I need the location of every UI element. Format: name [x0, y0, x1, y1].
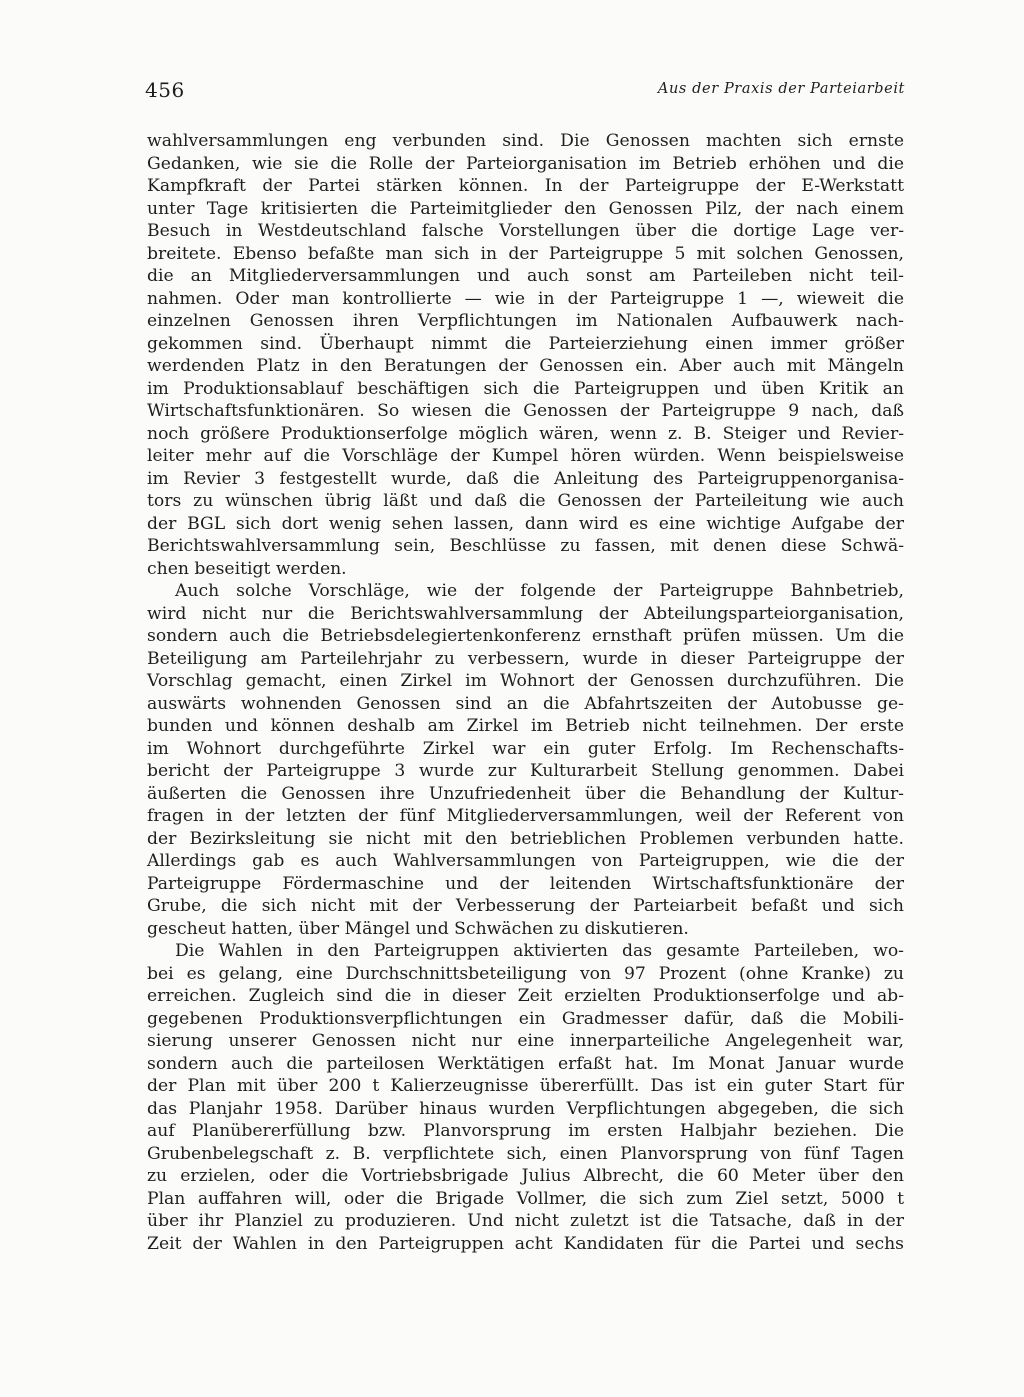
text-line: Grubenbelegschaft z. B. verpflichtete sich, einen Planvorsprung von fünf Tagen	[147, 1143, 904, 1164]
paragraph	[147, 130, 904, 580]
text-line: Parteigruppe Fördermaschine und der leitenden Wirtschaftsfunktionäre der	[147, 873, 904, 894]
text-line: bunden und können deshalb am Zirkel im Betrieb nicht teilnehmen. Der erste	[147, 716, 904, 736]
paragraph	[147, 940, 904, 1255]
text-line: im Wohnort durchgeführte Zirkel war ein guter Erfolg. Im Rechenschafts-	[147, 738, 904, 759]
text-line: äußerten die Genossen ihre Unzufriedenheit über die Behandlung der Kultur-	[147, 783, 904, 804]
text-line: werdenden Platz in den Beratungen der Genossen ein. Aber auch mit Mängeln	[147, 356, 904, 376]
text-line: tors zu wünschen übrig läßt und daß die Genossen der Parteileitung wie auch	[147, 491, 904, 511]
text-line: Berichtswahlversammlung sein, Beschlüsse zu fassen, mit denen diese Schwä-	[147, 536, 904, 556]
text-line: sierung unserer Genossen nicht nur eine innerparteiliche Angelegenheit war,	[147, 1031, 904, 1051]
text-line: zu erzielen, oder die Vortriebsbrigade Julius Albrecht, die 60 Meter über den	[147, 1166, 904, 1186]
text-line: Kampfkraft der Partei stärken können. In der Parteigruppe der E-Werkstatt	[147, 176, 904, 196]
text-line: das Planjahr 1958. Darüber hinaus wurden Verpflichtungen abgegeben, die sich	[147, 1098, 904, 1119]
page-header	[145, 78, 905, 104]
text-line: breitete. Ebenso befaßte man sich in der Parteigruppe 5 mit solchen Genossen,	[147, 243, 904, 264]
text-line: noch größere Produktionserfolge möglich wären, wenn z. B. Steiger und Revier-	[147, 423, 904, 444]
text-line: Zeit der Wahlen in den Parteigruppen acht Kandidaten für die Partei und sechs	[147, 1233, 904, 1254]
text-line: leiter mehr auf die Vorschläge der Kumpel hören würden. Wenn beispielsweise	[147, 446, 904, 466]
paragraph	[147, 580, 904, 940]
text-line: Plan auffahren will, oder die Brigade Vollmer, die sich zum Ziel setzt, 5000 t	[147, 1188, 904, 1209]
text-line: einzelnen Genossen ihren Verpflichtungen im Nationalen Aufbauwerk nach-	[147, 311, 904, 331]
text-line: Allerdings gab es auch Wahlversammlungen von Parteigruppen, wie die der	[147, 851, 904, 871]
text-line: Die Wahlen in den Parteigruppen aktivierten das gesamte Parteileben, wo-	[175, 941, 904, 961]
text-line: wahlversammlungen eng verbunden sind. Die Genossen machten sich ernste	[147, 131, 904, 151]
text-line: auf Planübererfüllung bzw. Planvorsprung im ersten Halbjahr beziehen. Die	[147, 1121, 904, 1141]
text-line: unter Tage kritisierten die Parteimitglieder den Genossen Pilz, der nach einem	[147, 198, 904, 219]
text-line: chen beseitigt werden.	[147, 558, 347, 579]
text-line: gescheut hatten, über Mängel und Schwächen zu diskutieren.	[147, 918, 689, 939]
text-line: Besuch in Westdeutschland falsche Vorstellungen über die dortige Lage ver-	[147, 221, 904, 241]
text-line: fragen in der letzten der fünf Mitgliederversammlungen, weil der Referent von	[147, 806, 904, 826]
text-line: Beteiligung am Parteilehrjahr zu verbessern, wurde in dieser Parteigruppe der	[147, 648, 904, 669]
page-number: 456	[145, 78, 185, 102]
text-line: Grube, die sich nicht mit der Verbesserung der Parteiarbeit befaßt und sich	[147, 896, 904, 916]
text-line: sondern auch die parteilosen Werktätigen erfaßt hat. Im Monat Januar wurde	[147, 1053, 904, 1074]
text-line: im Produktionsablauf beschäftigen sich die Parteigruppen und üben Kritik an	[147, 378, 904, 399]
text-line: Vorschlag gemacht, einen Zirkel im Wohnort der Genossen durchzuführen. Die	[147, 671, 904, 691]
text-line: über ihr Planziel zu produzieren. Und nicht zuletzt ist die Tatsache, daß in der	[147, 1211, 904, 1231]
text-line: der Plan mit über 200 t Kalierzeugnisse übererfüllt. Das ist ein guter Start für	[147, 1076, 904, 1096]
text-line: Gedanken, wie sie die Rolle der Parteiorganisation im Betrieb erhöhen und die	[147, 153, 904, 174]
text-line: bericht der Parteigruppe 3 wurde zur Kulturarbeit Stellung genommen. Dabei	[147, 761, 904, 781]
text-line: erreichen. Zugleich sind die in dieser Zeit erzielten Produktionserfolge und ab-	[147, 986, 904, 1006]
text-line: der BGL sich dort wenig sehen lassen, dann wird es eine wichtige Aufgabe der	[147, 513, 904, 534]
text-line: der Bezirksleitung sie nicht mit den betrieblichen Problemen verbunden hatte.	[147, 828, 904, 849]
text-line: wird nicht nur die Berichtswahlversammlung der Abteilungsparteiorganisation,	[147, 603, 904, 624]
text-line: gegebenen Produktionsverpflichtungen ein Gradmesser dafür, daß die Mobili-	[147, 1008, 904, 1029]
text-line: nahmen. Oder man kontrollierte — wie in der Parteigruppe 1 —, wieweit die	[147, 288, 904, 309]
running-head: Aus der Praxis der Parteiarbeit	[657, 81, 905, 97]
text-line: sondern auch die Betriebsdelegiertenkonferenz ernsthaft prüfen müssen. Um die	[147, 626, 904, 646]
text-line: auswärts wohnenden Genossen sind an die Abfahrtszeiten der Autobusse ge-	[147, 693, 904, 714]
text-line: bei es gelang, eine Durchschnittsbeteiligung von 97 Prozent (ohne Kranke) zu	[147, 963, 904, 984]
text-line: im Revier 3 festgestellt wurde, daß die Anleitung des Parteigruppenorganisa-	[147, 468, 904, 489]
body-text	[147, 130, 904, 1255]
text-line: gekommen sind. Überhaupt nimmt die Parteierziehung einen immer größer	[147, 333, 904, 354]
text-line: Auch solche Vorschläge, wie der folgende der Parteigruppe Bahnbetrieb,	[175, 581, 904, 601]
text-line: die an Mitgliederversammlungen und auch sonst am Parteileben nicht teil-	[147, 266, 904, 286]
text-line: Wirtschaftsfunktionären. So wiesen die Genossen der Parteigruppe 9 nach, daß	[147, 401, 904, 421]
